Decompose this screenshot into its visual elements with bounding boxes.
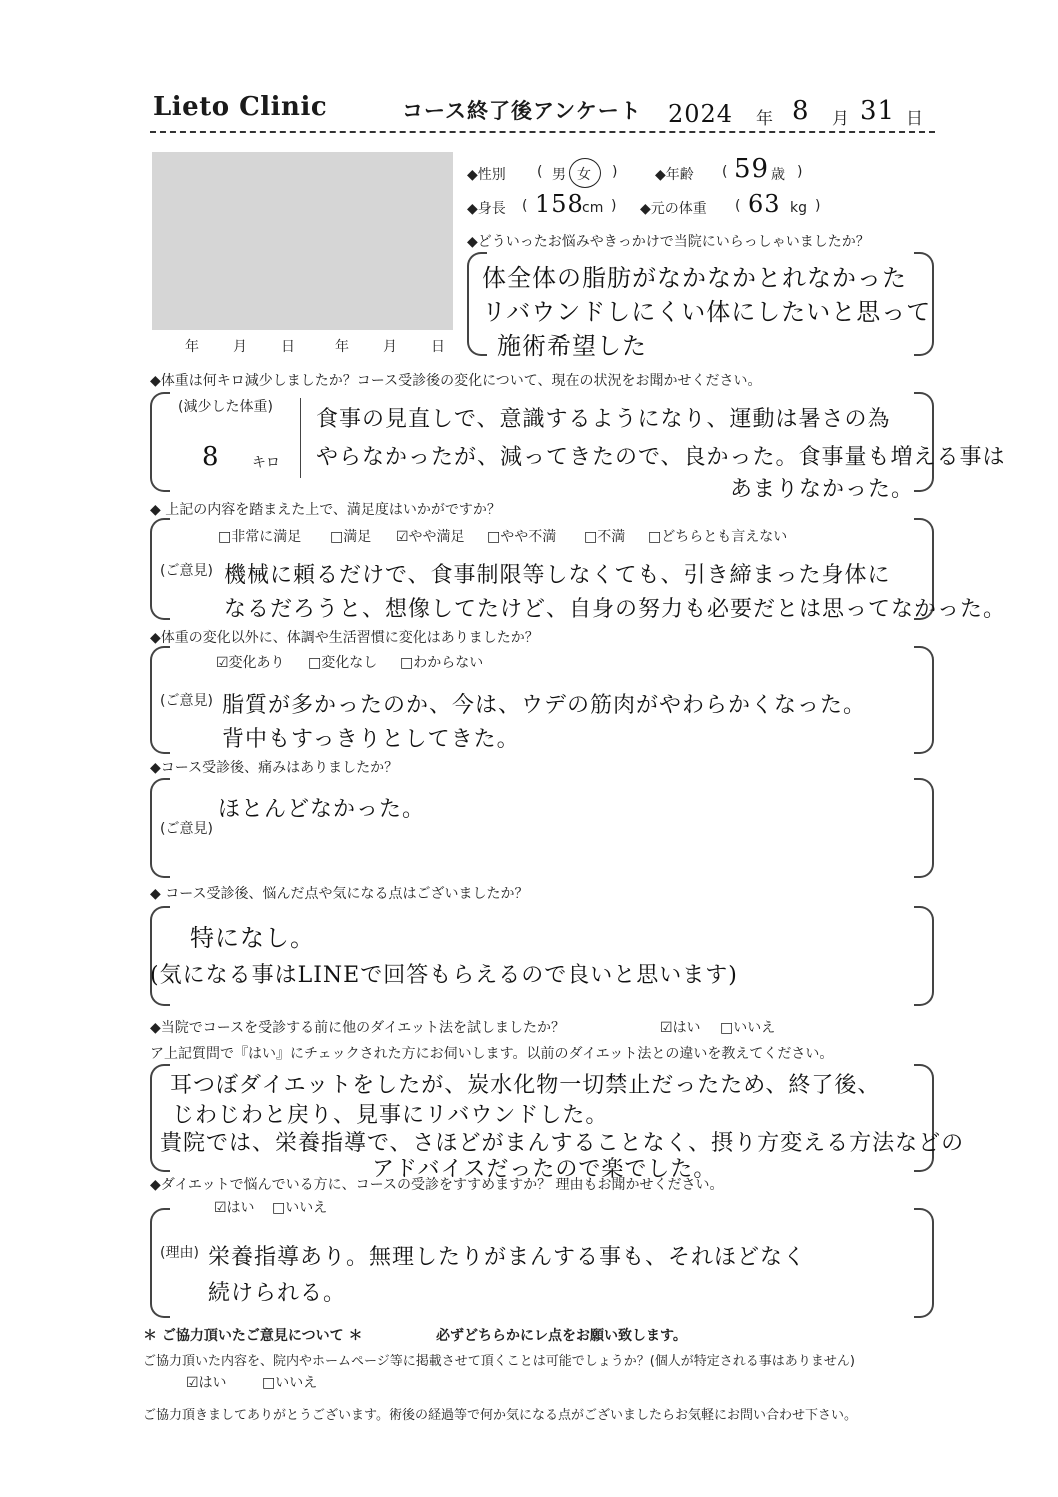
- date-month-label: 月: [832, 109, 849, 129]
- satisfaction-option-somewhat-dissatisfied[interactable]: □やや不満: [487, 529, 557, 545]
- weight-label: ◆元の体重: [640, 201, 707, 217]
- satisfaction-answer-line-1: 機械に頼るだけで、食事制限等しなくても、引き締まった身体に: [224, 563, 891, 588]
- reason-question: ◆どういったお悩みやきっかけで当院にいらっしゃいましたか？: [467, 234, 870, 250]
- gender-close-paren: ): [612, 164, 618, 180]
- other-diet-answer-line-4: アドバイスだったので楽でした。: [372, 1157, 717, 1182]
- age-unit: 歳: [771, 167, 785, 183]
- other-diet-followup: ア上記質問で『はい』にチェックされた方にお伺いします。以前のダイエット法との違いを教えてください。: [150, 1046, 834, 1062]
- recommend-yes[interactable]: ☑はい: [214, 1200, 255, 1216]
- date-day-label: 日: [906, 109, 923, 129]
- footer-thanks: ご協力頂きましてありがとうございます。術後の経過等で何か気になる点がございましたらお気軽にお問い合わせ下さい。: [143, 1408, 857, 1423]
- satisfaction-option-dissatisfied[interactable]: □不満: [584, 529, 626, 545]
- concern-bracket-right: [914, 906, 934, 1006]
- weight-question: ◆体重は何キロ減少しましたか？コース受診後の変化について、現在の状況をお聞かせください。: [150, 373, 762, 389]
- satisfaction-option-somewhat-satisfied[interactable]: ☑やや満足: [396, 529, 465, 545]
- satisfaction-question: ◆ 上記の内容を踏まえた上で、満足度はいかがですか？: [150, 502, 501, 518]
- height-unit: cm: [582, 200, 604, 216]
- other-diet-question: ◆当院でコースを受診する前に他のダイエット法を試しましたか？: [150, 1020, 565, 1036]
- weight-unit: kg: [790, 200, 807, 216]
- date-day: 31: [860, 96, 896, 126]
- condition-answer-line-1: 脂質が多かったのか、今は、ウデの筋肉がやわらかくなった。: [222, 693, 867, 718]
- condition-opinion-label: (ご意見): [160, 693, 213, 709]
- satisfaction-option-very-satisfied[interactable]: □非常に満足: [218, 529, 302, 545]
- weight-loss-label: (減少した体重): [178, 399, 273, 415]
- date-year: 2024: [668, 100, 734, 128]
- concern-question: ◆ コース受診後、悩んだ点や気になる点はございましたか？: [150, 886, 529, 902]
- condition-option-no-change[interactable]: □変化なし: [308, 655, 378, 671]
- satisfaction-answer-line-2: なるだろうと、想像してたけど、自身の努力も必要だとは思ってなかった。: [224, 597, 1007, 622]
- consent-yes[interactable]: ☑はい: [186, 1375, 227, 1391]
- photo-date-label-1: 年 月 日: [185, 339, 305, 355]
- header-divider: [150, 131, 935, 133]
- reason-answer-line-3: 施術希望した: [497, 332, 647, 360]
- age-label: ◆年齢: [655, 167, 694, 183]
- concern-answer-line-2: (気になる事はLINEで回答もらえるので良いと思います): [150, 963, 738, 988]
- footer-note: 必ずどちらかにレ点をお願い致します。: [436, 1328, 687, 1344]
- reason-answer-line-2: リバウンドしにくい体にしたいと思って: [482, 298, 932, 326]
- condition-option-unknown[interactable]: □わからない: [400, 655, 484, 671]
- recommend-no[interactable]: □いいえ: [272, 1200, 328, 1216]
- consent-question: ご協力頂いた内容を、院内やホームページ等に掲載させて頂くことは可能でしょうか？(個人が特定される事はありません): [143, 1354, 855, 1369]
- condition-option-changed[interactable]: ☑変化あり: [216, 655, 285, 671]
- weight-close-paren: ): [815, 198, 821, 214]
- height-open-paren: (: [522, 198, 528, 214]
- weight-divider: [300, 398, 301, 478]
- form-title: コース終了後アンケート: [402, 99, 642, 123]
- age-close-paren: ): [797, 164, 803, 180]
- condition-question: ◆体重の変化以外に、体調や生活習慣に変化はありましたか？: [150, 630, 539, 646]
- consent-no[interactable]: □いいえ: [262, 1375, 318, 1391]
- recommend-reason-label: (理由): [160, 1245, 199, 1261]
- gender-label: ◆性別: [467, 167, 506, 183]
- weight-open-paren: (: [735, 198, 741, 214]
- gender-open-paren: (: [537, 164, 543, 180]
- condition-bracket-right: [914, 646, 934, 754]
- weight-value: 63: [748, 190, 781, 218]
- satisfaction-option-neither[interactable]: □どちらとも言えない: [648, 529, 788, 545]
- other-diet-no[interactable]: □いいえ: [720, 1020, 776, 1036]
- gender-female: 女: [577, 167, 591, 183]
- recommend-answer-line-1: 栄養指導あり。無理したりがまんする事も、それほどなく: [208, 1245, 807, 1270]
- recommend-question: ◆ダイエットで悩んでいる方に、コースの受診をすすめますか？ 理由もお聞かせください。: [150, 1177, 724, 1193]
- weight-answer-line-3: あまりなかった。: [730, 477, 915, 502]
- photo-date-label-2: 年 月 日: [335, 339, 455, 355]
- gender-male: 男: [552, 167, 566, 183]
- age-value: 59: [734, 154, 770, 184]
- recommend-bracket-right: [914, 1208, 934, 1318]
- condition-answer-line-2: 背中もすっきりとしてきた。: [222, 727, 520, 752]
- concern-answer-line-1: 特になし。: [190, 924, 315, 952]
- weight-answer-line-2: やらなかったが、減ってきたので、良かった。食事量も増える事は: [316, 445, 1006, 470]
- other-diet-answer-line-3: 貴院では、栄養指導で、さほどがまんすることなく、摂り方変える方法などの: [160, 1131, 965, 1156]
- satisfaction-opinion-label: (ご意見): [160, 563, 213, 579]
- weight-loss-unit: キロ: [252, 455, 280, 471]
- weight-answer-line-1: 食事の見直しで、意識するようになり、運動は暑さの為: [316, 407, 891, 432]
- date-month: 8: [792, 96, 810, 126]
- clinic-brand: Lieto Clinic: [153, 92, 328, 122]
- age-open-paren: (: [722, 164, 728, 180]
- weight-bracket-left: [150, 392, 170, 492]
- date-year-label: 年: [756, 109, 773, 129]
- pain-answer: ほとんどなかった。: [218, 797, 426, 822]
- footer-heading: ＊ ご協力頂いたご意見について ＊: [143, 1328, 363, 1344]
- reason-answer-line-1: 体全体の脂肪がなかなかとれなかった: [482, 264, 907, 292]
- satisfaction-option-satisfied[interactable]: □満足: [330, 529, 372, 545]
- weight-loss-value: 8: [202, 442, 220, 472]
- height-value: 158: [535, 190, 584, 218]
- other-diet-answer-line-2: じわじわと戻り、見事にリバウンドした。: [172, 1103, 609, 1128]
- concern-bracket-left: [150, 906, 170, 1006]
- pain-question: ◆コース受診後、痛みはありましたか？: [150, 760, 399, 776]
- recommend-bracket-left: [150, 1208, 170, 1318]
- height-label: ◆身長: [467, 201, 506, 217]
- pain-opinion-label: (ご意見): [160, 821, 213, 837]
- before-photo: [152, 152, 453, 330]
- height-close-paren: ): [611, 198, 617, 214]
- other-diet-answer-line-1: 耳つぼダイエットをしたが、炭水化物一切禁止だったため、終了後、: [170, 1073, 881, 1098]
- recommend-answer-line-2: 続けられる。: [208, 1281, 347, 1306]
- pain-bracket-right: [914, 778, 934, 878]
- other-diet-yes[interactable]: ☑はい: [660, 1020, 701, 1036]
